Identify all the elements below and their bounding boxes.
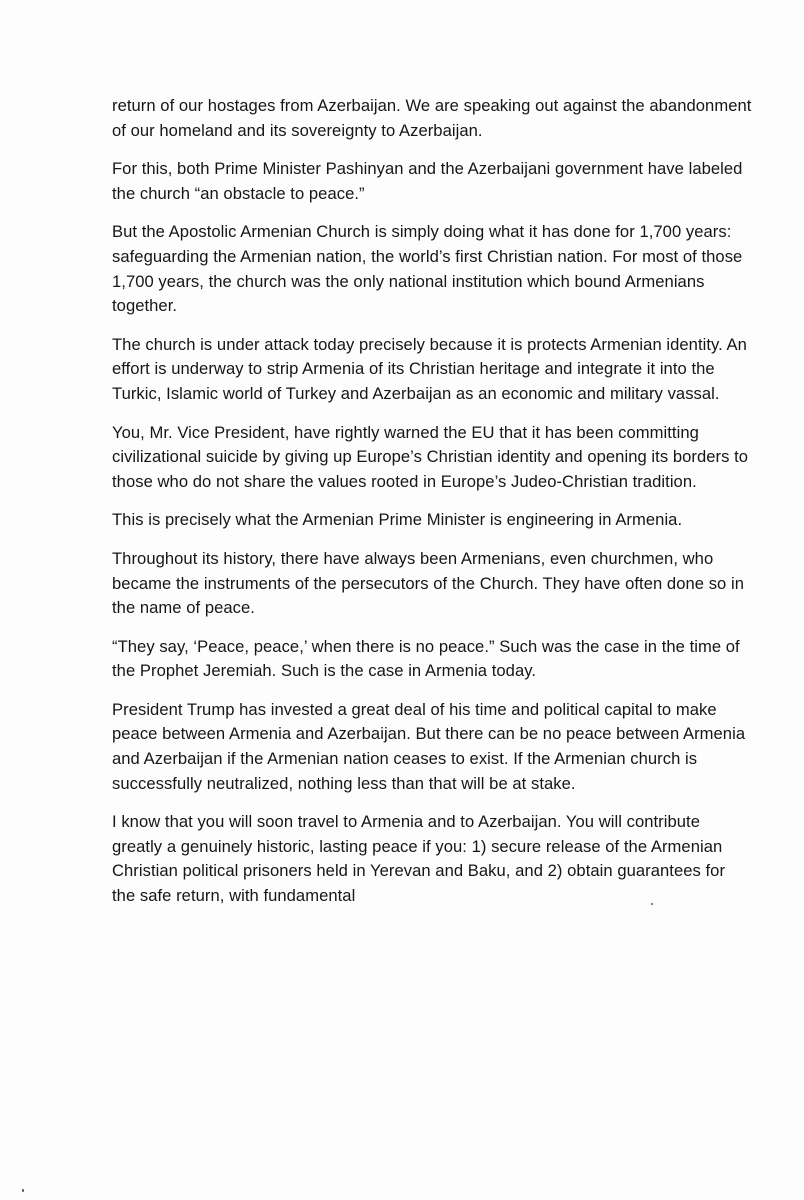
paragraph-travel-requests: I know that you will soon travel to Armenia and to Azerbaijan. You will contribute greatly a genuinely historic, lasting peace if you: 1) secure release of the Armenian Christian political prisoners held in Yerevan and Baku, and 2) obtain guarantees for the safe return, with fundamental (112, 812, 726, 906)
scan-speck (651, 903, 653, 905)
paragraph-jeremiah-quote: “They say, ‘Peace, peace,’ when there is no peace.” Such was the case in the time of the Prophet Jeremiah. Such is the case in Armenia today. (112, 636, 740, 681)
paragraph-obstacle-to-peace: For this, both Prime Minister Pashinyan and the Azerbaijani government have labeled the church “an obstacle to peace.” (112, 159, 743, 203)
paragraph-apostolic-church: But the Apostolic Armenian Church is simply doing what it has done for 1,700 years: safeguarding the Armenian nation, the world’s first Christian nation. For most of those 1,700 years, the church was the only national institution which bound Armenians together. (112, 222, 743, 316)
letter-body (112, 94, 752, 923)
paragraph-president-trump: President Trump has invested a great deal of his time and political capital to make peace between Armenia and Azerbaijan. But there can be no peace between Armenia and Azerbaijan if the Armenian nation ceases to exist. If the Armenian church is successfully neutralized, nothing less than that will be at stake. (112, 699, 746, 793)
scan-speck (22, 1189, 24, 1192)
paragraph-history-churchmen: Throughout its history, there have always been Armenians, even churchmen, who became the instruments of the persecutors of the Church. They have often done so in the name of peace. (112, 548, 745, 618)
paragraph-vice-president-eu: You, Mr. Vice President, have rightly warned the EU that it has been committing civilizational suicide by giving up Europe’s Christian identity and opening its borders to those who do not share the values rooted in Europe’s Judeo-Christian tradition. (112, 422, 749, 491)
paragraph-church-under-attack: The church is under attack today precisely because it is protects Armenian identity. An effort is underway to strip Armenia of its Christian heritage and integrate it into the Turkic, Islamic world of Turkey and Azerbaijan as an economic and military vassal. (112, 334, 747, 403)
paragraph-prime-minister-engineering: This is precisely what the Armenian Prime Minister is engineering in Armenia. (112, 510, 683, 530)
paragraph-hostages-return: return of our hostages from Azerbaijan. We are speaking out against the abandonment of our homeland and its sovereignty to Azerbaijan. (112, 96, 752, 140)
